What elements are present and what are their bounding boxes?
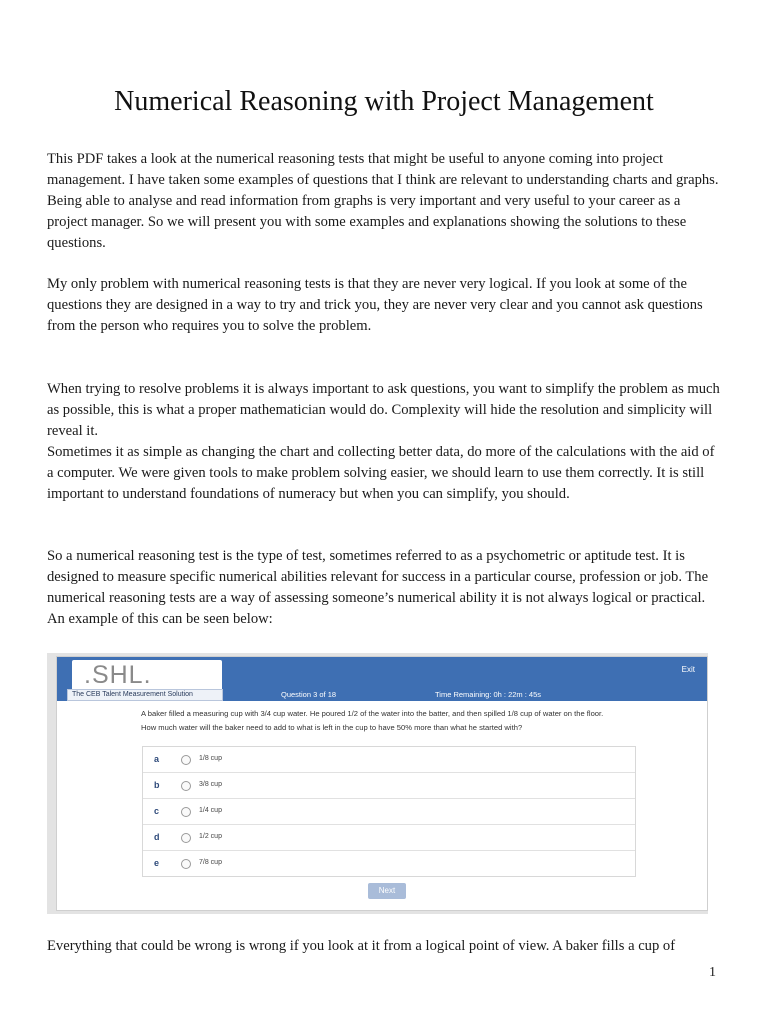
paragraph-intro: This PDF takes a look at the numerical reasoning tests that might be useful to anyone coming into project management. I have taken some examples of questions that I think are relevant to understanding charts and graphs. Being able to analyse and read information from graphs is very important and very useful to your career as a project manager. So we will present you with some examples and explanations showing the solutions to these questions.	[47, 151, 719, 251]
shl-header-bar	[57, 657, 707, 701]
option-letter: a	[154, 754, 160, 764]
option-letter: d	[154, 832, 160, 842]
page-number: 1	[709, 965, 716, 980]
radio-button[interactable]	[181, 807, 191, 817]
radio-button[interactable]	[181, 833, 191, 843]
answer-options	[142, 746, 636, 877]
radio-button[interactable]	[181, 781, 191, 791]
paragraph-simplify: Sometimes it as simple as changing the chart and collecting better data, do more of the calculations with the aid of a computer. We were given tools to make problem solving easier, we should learn to use them correctly. It is still important to understand foundations of numeracy but when you can simplify, you should.	[47, 444, 715, 502]
question-text	[141, 707, 701, 735]
option-b[interactable]	[143, 773, 635, 799]
option-label: 3/8 cup	[199, 781, 222, 788]
shl-test-screenshot	[47, 653, 708, 914]
paragraph-definition: So a numerical reasoning test is the type of test, sometimes referred to as a psychometric or aptitude test. It is designed to measure specific numerical abilities relevant for success in a particular course, profession or job. The numerical reasoning tests are a way of assessing someone’s numerical ability it is not always logical or practical. An example of this can be seen below:	[47, 548, 709, 627]
option-label: 7/8 cup	[199, 859, 222, 866]
radio-button[interactable]	[181, 755, 191, 765]
question-line-2: How much water will the baker need to add to what is left in the cup to have 50% more than what he started with?	[141, 723, 523, 732]
option-d[interactable]	[143, 825, 635, 851]
time-remaining: Time Remaining: 0h : 22m : 45s	[435, 690, 542, 699]
question-line-1: A baker filled a measuring cup with 3/4 cup water. He poured 1/2 of the water into the batter, and then spilled 1/8 cup of water on the floor.	[141, 709, 604, 718]
option-c[interactable]	[143, 799, 635, 825]
option-label: 1/4 cup	[199, 807, 222, 814]
shl-window	[56, 656, 708, 911]
radio-button[interactable]	[181, 859, 191, 869]
option-letter: b	[154, 780, 160, 790]
option-letter: c	[154, 806, 160, 816]
option-e[interactable]	[143, 851, 635, 876]
shl-logo: .SHL.	[72, 660, 222, 691]
paragraph-conclusion: Everything that could be wrong is wrong if you look at it from a logical point of view. A baker fills a cup of	[47, 938, 676, 954]
next-button[interactable]: Next	[368, 883, 406, 899]
option-label: 1/2 cup	[199, 833, 222, 840]
option-a[interactable]	[143, 747, 635, 773]
paragraph-questions: When trying to resolve problems it is always important to ask questions, you want to simplify the problem as much as possible, this is what a proper mathematician would do. Complexity will hide the resolution and simplicity will reveal it.	[47, 381, 720, 439]
option-label: 1/8 cup	[199, 755, 222, 762]
paragraph-problem: My only problem with numerical reasoning tests is that they are never very logical. If you look at some of the questions they are designed in a way to try and trick you, they are never very clear and you cannot ask questions from the person who requires you to solve the problem.	[47, 276, 703, 334]
question-counter: Question 3 of 18	[281, 690, 337, 699]
exit-button[interactable]: Exit	[681, 665, 695, 674]
option-letter: e	[154, 858, 160, 868]
shl-tagline: The CEB Talent Measurement Solution	[67, 689, 223, 701]
page-title: Numerical Reasoning with Project Management	[114, 86, 654, 117]
